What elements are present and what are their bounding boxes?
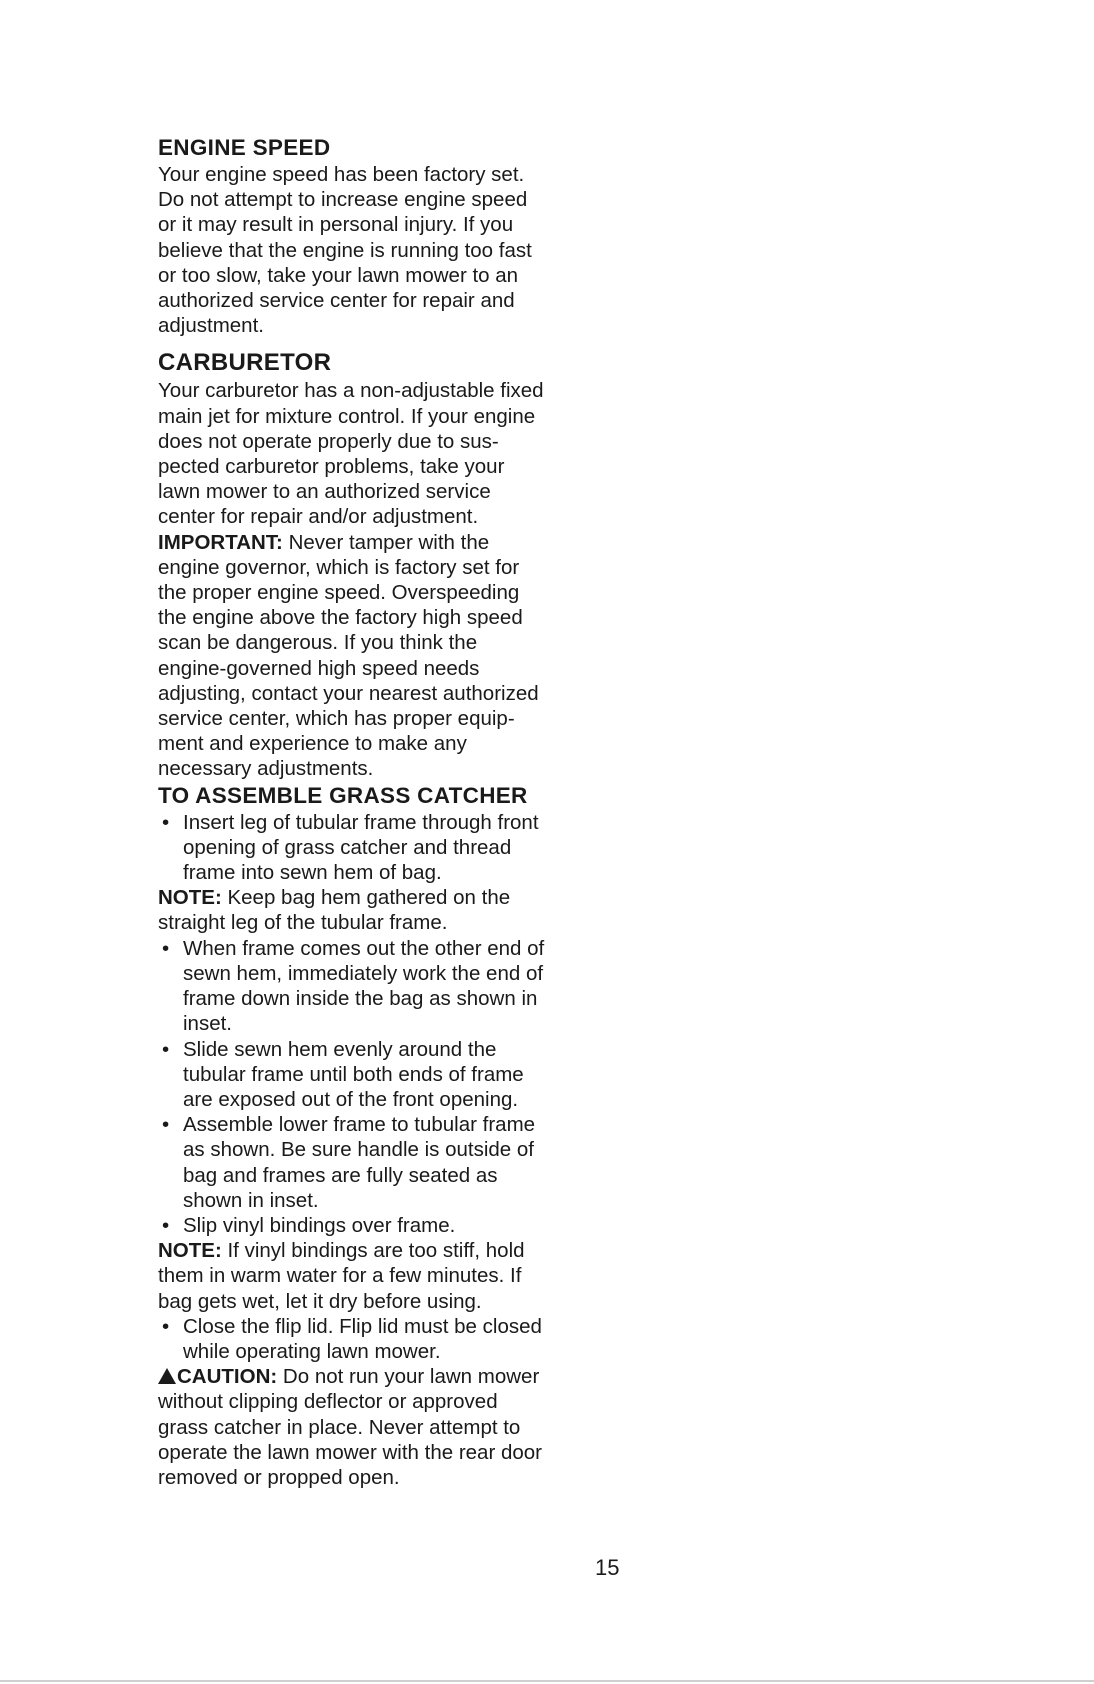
engine-speed-line: or too slow, take your lawn mower to an — [158, 263, 519, 287]
bullet-text: Assemble lower frame to tubular frame — [183, 1113, 536, 1137]
carburetor-heading: CARBURETOR — [158, 349, 332, 377]
caution-text: Do not run your lawn mower — [282, 1365, 540, 1389]
bullet-line: opening of grass catcher and thread — [183, 835, 512, 859]
bullet-item — [158, 936, 608, 1037]
bottom-edge-divider — [0, 1680, 1094, 1682]
bullet-dot: • — [162, 1037, 170, 1061]
important-label: IMPORTANT: — [158, 530, 283, 554]
bullet-first-line — [158, 1037, 608, 1062]
important-line: scan be dangerous. If you think the — [158, 631, 478, 655]
note-line: them in warm water for a few minutes. If — [158, 1264, 522, 1288]
caution-line: removed or propped open. — [158, 1465, 400, 1489]
engine-speed-line: Do not attempt to increase engine speed — [158, 188, 528, 212]
note-line: straight leg of the tubular frame. — [158, 911, 448, 935]
important-text: Never tamper with the — [288, 530, 490, 554]
bullet-item — [158, 810, 608, 886]
engine-speed-line: Your engine speed has been factory set. — [158, 163, 525, 186]
carburetor-line: does not operate properly due to sus- — [158, 429, 499, 453]
bullet-dot: • — [162, 936, 170, 960]
bullet-text: Close the flip lid. Flip lid must be closed — [183, 1314, 542, 1338]
bullet-dot: • — [162, 1213, 170, 1237]
bullet-dot: • — [162, 810, 170, 834]
bullet-line: bag and frames are fully seated as — [183, 1163, 498, 1187]
bullet-line: inset. — [183, 1012, 232, 1036]
important-line: engine-governed high speed needs — [158, 656, 480, 680]
bullet-item — [158, 1112, 608, 1213]
carburetor-line: main jet for mixture control. If your engine — [158, 404, 536, 428]
carburetor-line: pected carburetor problems, take your — [158, 455, 505, 479]
bullet-line: shown in inset. — [183, 1188, 319, 1212]
warning-triangle-icon — [158, 1368, 176, 1384]
carburetor-line: Your carburetor has a non-adjustable fixed — [158, 379, 544, 403]
carburetor-line: center for repair and/or adjustment. — [158, 505, 479, 529]
important-line: service center, which has proper equip- — [158, 707, 515, 731]
note-first-line — [158, 885, 608, 910]
grass-catcher-heading: TO ASSEMBLE GRASS CATCHER — [158, 782, 528, 808]
important-note-first-line — [158, 530, 608, 555]
bullet-line: tubular frame until both ends of frame — [183, 1062, 524, 1086]
bullet-first-line — [158, 1314, 608, 1339]
bullet-item — [158, 1037, 608, 1113]
important-line: the engine above the factory high speed — [158, 606, 523, 630]
engine-speed-heading: ENGINE SPEED — [158, 135, 331, 160]
important-line: necessary adjustments. — [158, 757, 374, 781]
caution-line: without clipping deflector or approved — [158, 1390, 498, 1414]
note-label: NOTE: — [158, 1239, 222, 1263]
note-text: If vinyl bindings are too stiff, hold — [227, 1239, 525, 1263]
carburetor-line: lawn mower to an authorized service — [158, 480, 491, 504]
engine-speed-line: authorized service center for repair and — [158, 289, 515, 313]
bullet-item — [158, 1314, 608, 1364]
important-line: ment and experience to make any — [158, 732, 467, 756]
section-grass-catcher — [158, 782, 608, 1490]
bullet-line: are exposed out of the front opening. — [183, 1087, 519, 1111]
caution-label: CAUTION: — [177, 1365, 278, 1389]
bullet-line: sewn hem, immediately work the end of — [183, 961, 544, 985]
section-engine-speed — [158, 134, 608, 338]
bullet-first-line — [158, 1213, 608, 1238]
text-column — [158, 134, 608, 1490]
important-line: engine governor, which is factory set for — [158, 555, 520, 579]
important-line: the proper engine speed. Overspeeding — [158, 581, 520, 605]
bullet-line: while operating lawn mower. — [183, 1339, 441, 1363]
bullet-line: frame into sewn hem of bag. — [183, 861, 442, 885]
engine-speed-line: adjustment. — [158, 314, 264, 338]
bullet-line: as shown. Be sure handle is outside of — [183, 1138, 534, 1162]
bullet-text: Slide sewn hem evenly around the — [183, 1037, 497, 1061]
page-number: 15 — [595, 1555, 620, 1580]
engine-speed-line: believe that the engine is running too fast — [158, 238, 532, 262]
note-first-line — [158, 1238, 608, 1263]
note-line: bag gets wet, let it dry before using. — [158, 1289, 482, 1313]
note-label: NOTE: — [158, 886, 222, 910]
engine-speed-line: or it may result in personal injury. If you — [158, 213, 514, 237]
bullet-item — [158, 1213, 608, 1238]
bullet-text: Insert leg of tubular frame through front — [183, 810, 539, 834]
caution-first-line — [158, 1364, 608, 1389]
bullet-dot: • — [162, 1314, 170, 1338]
bullet-first-line — [158, 1112, 608, 1137]
section-carburetor — [158, 348, 608, 781]
bullet-line: frame down inside the bag as shown in — [183, 987, 538, 1011]
bullet-dot: • — [162, 1113, 170, 1137]
bullet-first-line — [158, 936, 608, 961]
caution-line: grass catcher in place. Never attempt to — [158, 1415, 521, 1439]
caution-line: operate the lawn mower with the rear door — [158, 1440, 543, 1464]
note-text: Keep bag hem gathered on the — [227, 886, 511, 910]
bullet-text: Slip vinyl bindings over frame. — [183, 1213, 456, 1237]
important-line: adjusting, contact your nearest authorized — [158, 681, 539, 705]
bullet-first-line — [158, 810, 608, 835]
bullet-text: When frame comes out the other end of — [183, 936, 545, 960]
